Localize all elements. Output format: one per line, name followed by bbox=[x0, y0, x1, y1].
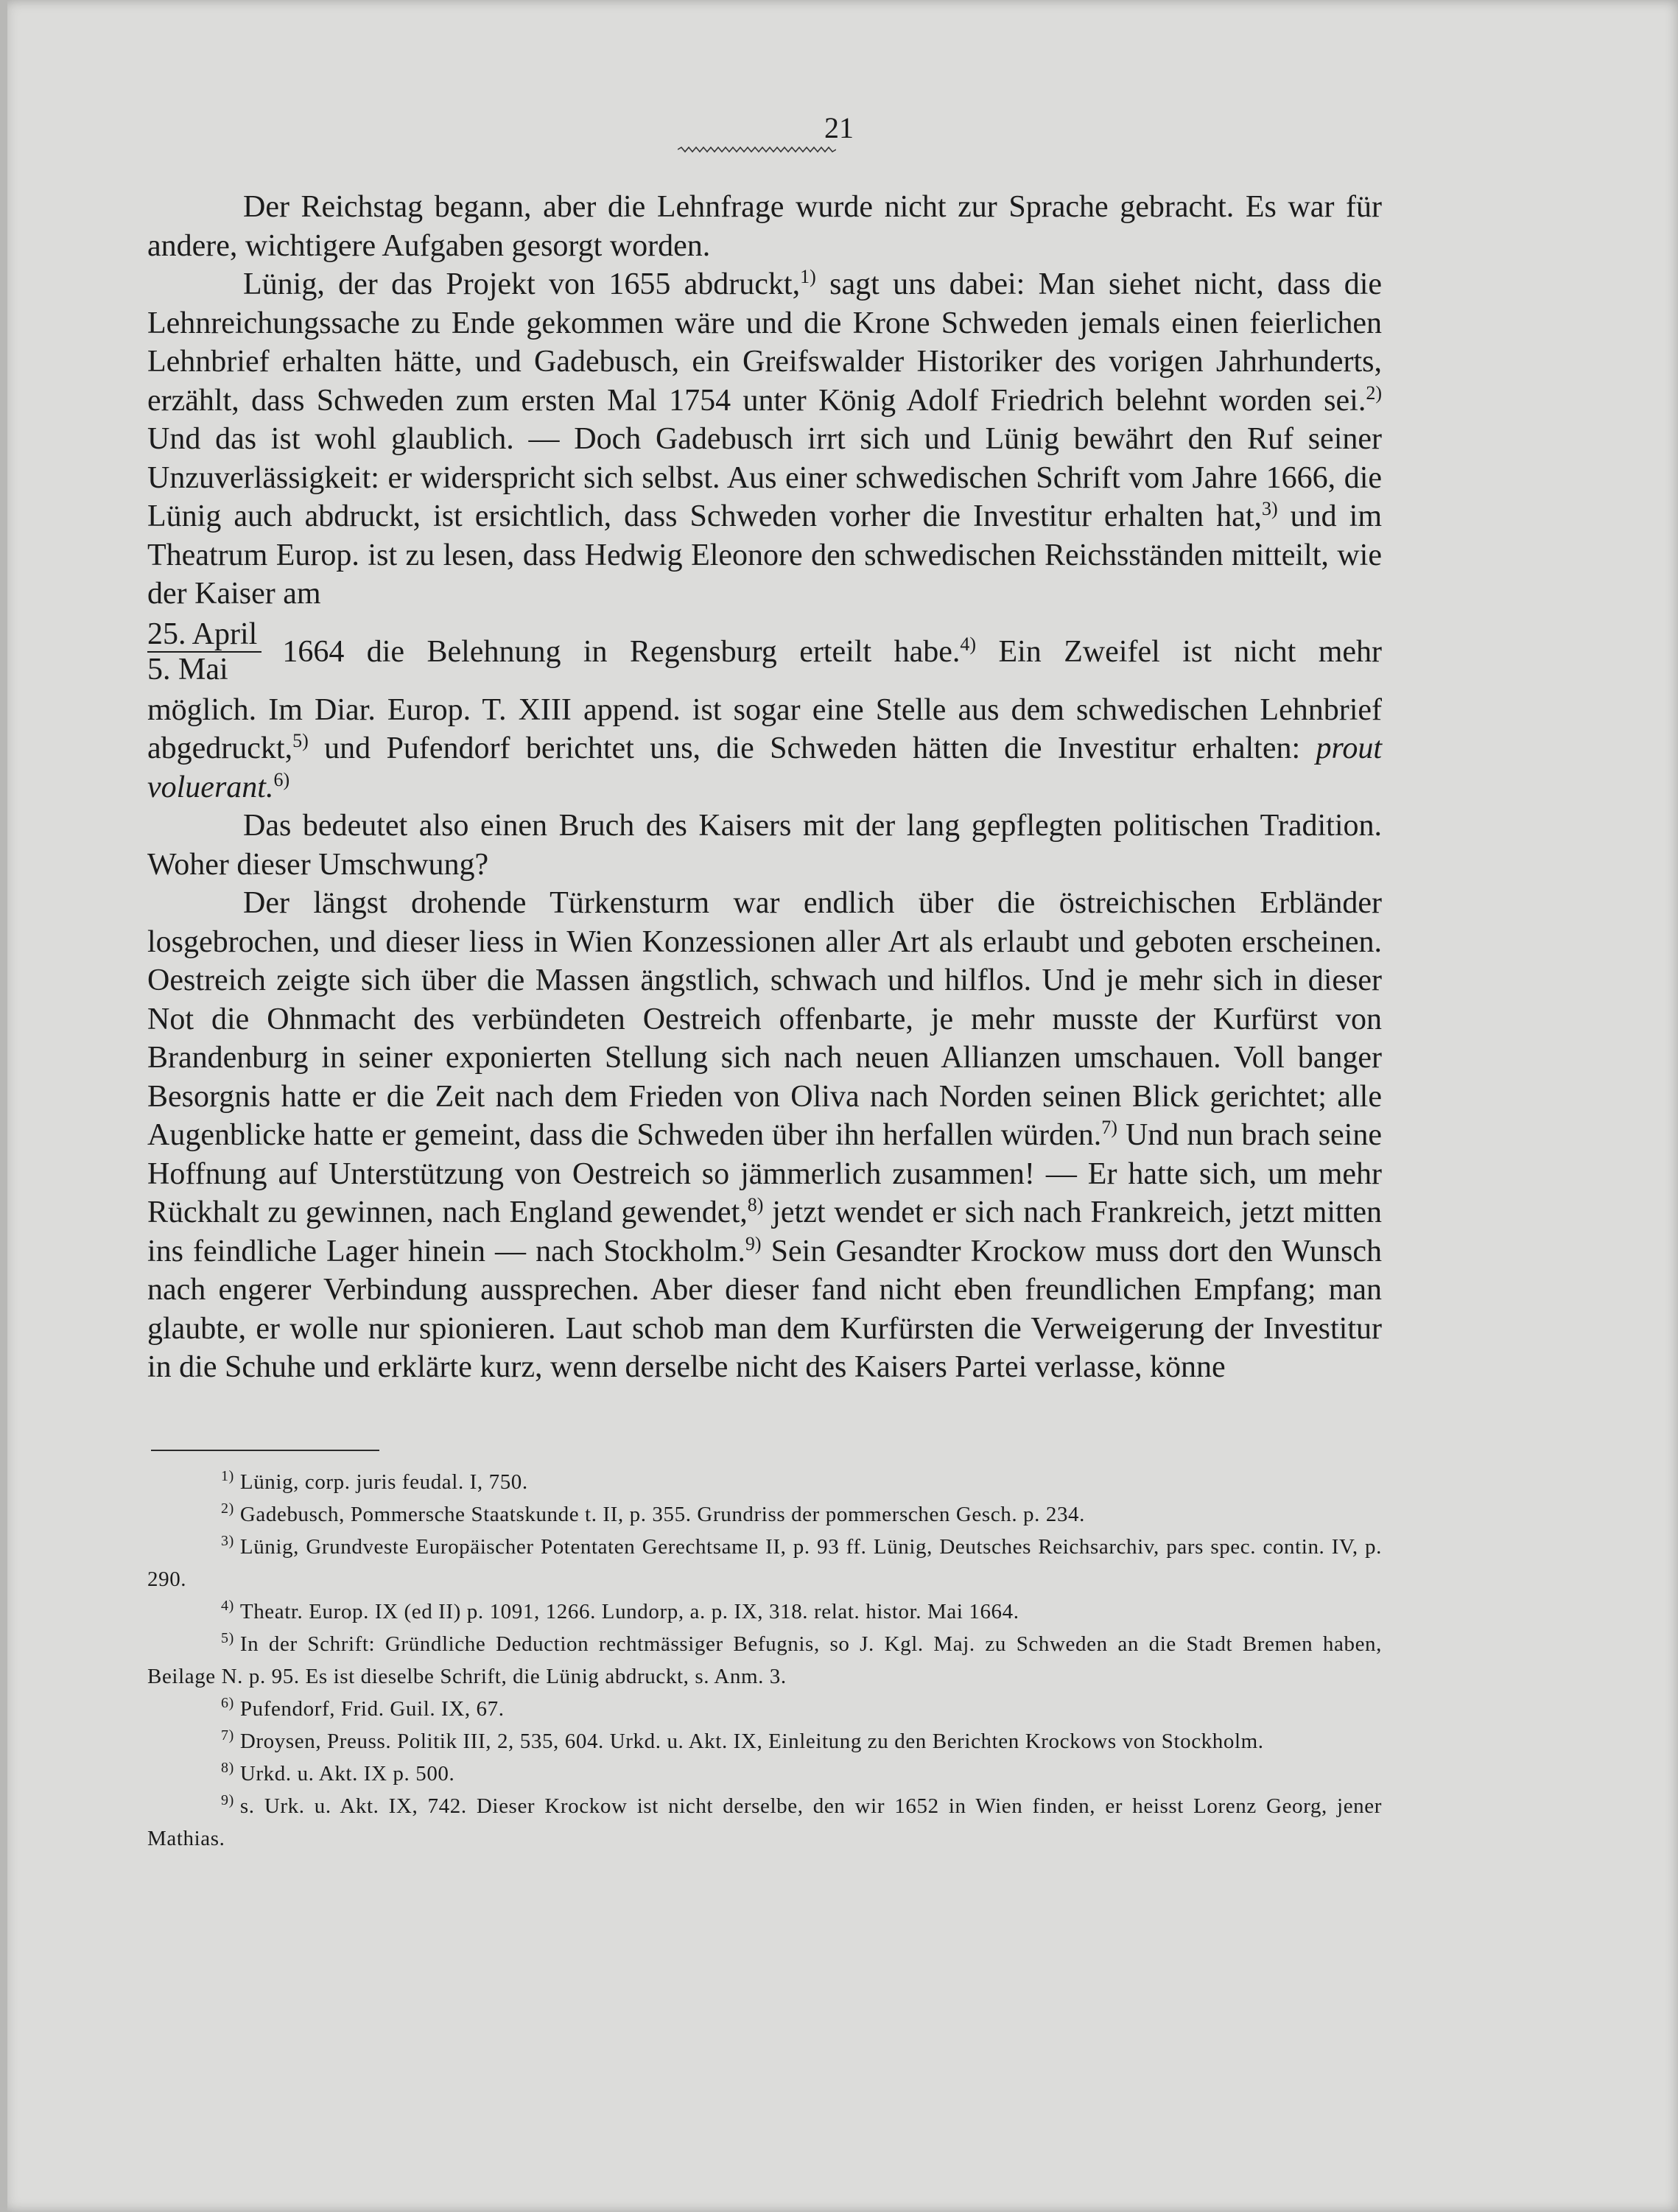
date-fraction-line bbox=[147, 614, 1382, 691]
date-fraction bbox=[147, 617, 261, 687]
main-text bbox=[147, 188, 1382, 1387]
fraction-line-text bbox=[282, 633, 1382, 672]
text-run: möglich. Im Diar. Europ. T. XIII append. ist sogar eine Stelle aus dem schwedischen Lehnbrief abgedruckt, bbox=[147, 692, 1382, 765]
text-run: jetzt wendet er sich nach Frankreich, jetzt mitten ins feindliche Lager hinein — nach Stockholm. bbox=[147, 1195, 1383, 1268]
text-run: sagt uns dabei: Man siehet nicht, dass die Lehnreichungssache zu Ende gekommen wäre und die Krone Schweden jemals einen feierlichen Lehnbrief erhalten hätte, und Gadebusch, ein Greifswalder Historiker des vorigen Jahrhunderts, erzählt, dass Schweden zum ersten Mal 1754 unter König Adolf Friedrich belehnt worden sei. bbox=[147, 267, 1383, 418]
text-run: Und das ist wohl glaublich. — Doch Gadebusch irrt sich und Lünig bewährt den Ruf seiner Unzuverlässigkeit: er widerspricht sich selbst. Aus einer schwedischen Schrift vom Jahre 1666, die Lünig auch abdruckt, ist ersichtlich, dass Schweden vorher die Investitur erhalten hat, bbox=[147, 422, 1382, 533]
latin-quote: prout voluerant. bbox=[147, 731, 1382, 804]
footnote-ref: 3) bbox=[1262, 498, 1278, 519]
footnote-ref: 4) bbox=[960, 633, 977, 655]
footnote-text: Urkd. u. Akt. IX p. 500. bbox=[239, 1762, 455, 1786]
footnote-ref: 9) bbox=[745, 1232, 762, 1254]
text-run: 1664 die Belehnung in Regensburg erteilt habe. bbox=[282, 634, 961, 669]
footnote-ref: 1) bbox=[800, 266, 816, 287]
footnote-mark: 4) bbox=[221, 1598, 234, 1615]
text-run: Sein Gesandter Krockow muss dort den Wunsch nach engerer Verbindung aussprechen. Aber dieser fand nicht eben freundlichen Empfang; man glaubte, er wolle nur spionieren. Laut schob man dem Kurfürsten die Verweigerung der Investitur in die Schuhe und erklärte kurz, wenn derselbe nicht des Kaisers Partei verlasse, könne bbox=[147, 1234, 1382, 1384]
footnote-mark: 1) bbox=[221, 1468, 234, 1485]
footnote bbox=[147, 1725, 1382, 1758]
paragraph bbox=[147, 691, 1382, 807]
footnote-mark: 2) bbox=[221, 1500, 234, 1517]
footnote-text: Lünig, Grundveste Europäischer Potentaten Gerechtsame II, p. 93 ff. Lünig, Deutsches Reichsarchiv, pars spec. contin. IV, p. 290. bbox=[147, 1535, 1382, 1591]
footnote bbox=[147, 1693, 1382, 1725]
footnote-ref: 2) bbox=[1366, 382, 1382, 404]
footnote bbox=[147, 1628, 1382, 1693]
paragraph bbox=[147, 188, 1382, 265]
footnote-text: Droysen, Preuss. Politik III, 2, 535, 604. Urkd. u. Akt. IX, Einleitung zu den Berichten Krockows von Stockholm. bbox=[239, 1730, 1264, 1753]
footnote-mark: 9) bbox=[221, 1792, 234, 1809]
footnote-text: s. Urk. u. Akt. IX, 742. Dieser Krockow ist nicht derselbe, den wir 1652 in Wien finden, er heisst Lorenz Georg, jener Mathias. bbox=[147, 1794, 1382, 1850]
text-run: und Pufendorf berichtet uns, die Schweden hätten die Investitur erhalten: bbox=[308, 731, 1316, 765]
footnote-text: Gadebusch, Pommersche Staatskunde t. II, p. 355. Grundriss der pommerschen Gesch. p. 234. bbox=[239, 1503, 1085, 1526]
text-run: und im Theatrum Europ. ist zu lesen, dass Hedwig Eleonore den schwedischen Reichsständen mitteilt, wie der Kaiser am bbox=[147, 499, 1382, 611]
footnote-mark: 3) bbox=[221, 1533, 234, 1550]
paragraph bbox=[147, 884, 1382, 1387]
text-run: Der Reichstag begann, aber die Lehnfrage wurde nicht zur Sprache gebracht. Es war für andere, wichtigere Aufgaben gesorgt worden. bbox=[147, 190, 1382, 263]
page-number: 21 bbox=[824, 111, 854, 144]
footnotes bbox=[147, 1466, 1382, 1855]
footnote-ref: 5) bbox=[292, 730, 309, 751]
footnote-ref: 8) bbox=[747, 1194, 764, 1215]
date-fraction-denominator: 5. Mai bbox=[147, 653, 228, 687]
text-run: Lünig, der das Projekt von 1655 abdruckt, bbox=[243, 267, 801, 301]
footnote-mark: 8) bbox=[221, 1760, 234, 1777]
page-number-ornament bbox=[678, 146, 836, 153]
footnote bbox=[147, 1790, 1382, 1855]
footnote-text: Pufendorf, Frid. Guil. IX, 67. bbox=[239, 1697, 505, 1721]
text-run: Das bedeutet also einen Bruch des Kaisers mit der lang gepflegten politischen Tradition. Woher dieser Umschwung? bbox=[147, 809, 1382, 882]
paragraph bbox=[147, 265, 1382, 614]
page-edge bbox=[0, 0, 7, 2212]
text-run: Der längst drohende Türkensturm war endlich über die östreichischen Erbländer losgebrochen, und dieser liess in Wien Konzessionen aller Art als erlaubt und geboten erscheinen. Oestreich zeigte sich über die Massen ängstlich, schwach und hilflos. Und je mehr sich in dieser Not die Ohnmacht des verbündeten Oestreich offenbarte, je mehr musste der Kurfürst von Brandenburg in seiner exponierten Stellung sich nach neuen Allianzen umschauen. Voll banger Besorgnis hatte er die Zeit nach dem Frieden von Oliva nach Norden seinen Blick gerichtet; alle Augenblicke hatte er gemeint, dass die Schweden über ihn herfallen würden. bbox=[147, 886, 1382, 1152]
footnote bbox=[147, 1595, 1382, 1628]
footnote-ref: 6) bbox=[273, 768, 290, 790]
footnote bbox=[147, 1498, 1382, 1531]
footnote-separator bbox=[151, 1450, 379, 1451]
footnote-mark: 5) bbox=[221, 1630, 234, 1647]
footnote-mark: 6) bbox=[221, 1695, 234, 1712]
footnote-ref: 7) bbox=[1101, 1117, 1117, 1138]
footnote-text: In der Schrift: Gründliche Deduction rechtmässiger Befugnis, so J. Kgl. Maj. zu Schweden an die Stadt Bremen haben, Beilage N. p. 95. Es ist dieselbe Schrift, die Lünig abdruckt, s. Anm. 3. bbox=[147, 1632, 1382, 1688]
footnote bbox=[147, 1758, 1382, 1790]
footnote-text: Lünig, corp. juris feudal. I, 750. bbox=[239, 1470, 528, 1494]
footnote bbox=[147, 1466, 1382, 1498]
text-run: Und nun brach seine Hoffnung auf Unterstützung von Oestreich so jämmerlich zusammen! — Er hatte sich, um mehr Rückhalt zu gewinnen, nach England gewendet, bbox=[147, 1118, 1382, 1229]
paragraph bbox=[147, 807, 1382, 884]
footnote bbox=[147, 1531, 1382, 1595]
text-run: Ein Zweifel ist nicht mehr bbox=[976, 634, 1382, 669]
date-fraction-numerator: 25. April bbox=[147, 617, 261, 653]
footnote-mark: 7) bbox=[221, 1727, 234, 1744]
footnote-text: Theatr. Europ. IX (ed II) p. 1091, 1266. Lundorp, a. p. IX, 318. relat. histor. Mai 1664. bbox=[239, 1600, 1019, 1623]
